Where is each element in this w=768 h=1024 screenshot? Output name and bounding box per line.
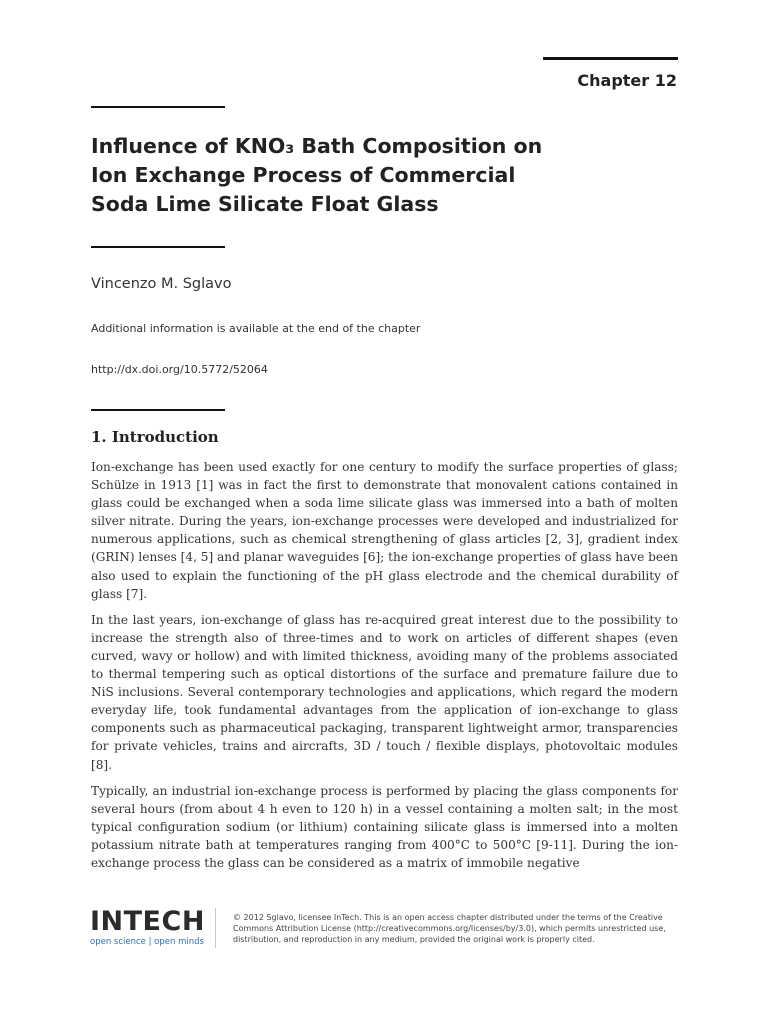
title-line: Ion Exchange Process of Commercial [91,163,516,187]
section-heading: 1. Introduction [91,428,219,446]
body-text [91,458,678,880]
section-rule [91,409,225,411]
footer-divider [215,908,216,948]
logo-wordmark: INTECH [90,906,205,937]
chapter-title [91,132,651,219]
chapter-rule [543,57,678,60]
chapter-label: Chapter 12 [577,71,677,90]
paragraph: In the last years, ion-exchange of glass has re-acquired great interest due to the possibility to increase the strength also of three-times and to work on articles of different shapes (even curved, wavy or hollow) and with limited thickness, avoiding many of the problems associated to thermal tempering such as optical distortions of the surface and premature failure due to NiS inclusions. Several contemporary technologies and applications, which regard the modern everyday life, took fundamental advantages from the application of ion-exchange to glass components such as pharmaceutical packaging, transparent lightweight armor, transparencies for private vehicles, trains and aircrafts, 3D / touch / flexible displays, photovoltaic modules [8]. [91,612,678,772]
logo-tagline: open science | open minds [90,937,204,947]
additional-info: Additional information is available at the end of the chapter [91,322,421,335]
paragraph: Typically, an industrial ion-exchange process is performed by placing the glass components for several hours (from about 4 h even to 120 h) in a vessel containing a molten salt; in the most typical configuration sodium (or lithium) containing silicate glass is immersed into a molten potassium nitrate bath at temperatures ranging from 400°C to 500°C [9-11]. During the ion-exchange process the glass can be considered as a matrix of immobile negative [91,783,678,870]
title-line: Influence of KNO₃ Bath Composition on [91,134,543,158]
intech-logo [90,908,205,947]
paragraph: Ion-exchange has been used exactly for one century to modify the surface properties of glass; Schülze in 1913 [1] was in fact the first to demonstrate that monovalent cations contained in glass could be exchanged when a soda lime silicate glass was immersed into a bath of molten silver nitrate. During the years, ion-exchange processes were developed and industrialized for numerous applications, such as chemical strengthening of glass articles [2, 3], gradient index (GRIN) lenses [4, 5] and planar waveguides [6]; the ion-exchange properties of glass have been also used to explain the functioning of the pH glass electrode and the chemical durability of glass [7]. [91,460,678,601]
doi-link[interactable]: http://dx.doi.org/10.5772/52064 [91,363,268,376]
license-notice: © 2012 Sglavo, licensee InTech. This is an open access chapter distributed under the terms of the Creative Commons Attribution License (http://creativecommons.org/licenses/by/3.0), which permits unrestricted use, distribution, and reproduction in any medium, provided the original work is properly cited. [233,913,666,944]
title-bottom-rule [91,246,225,248]
author-name: Vincenzo M. Sglavo [91,276,232,292]
title-line: Soda Lime Silicate Float Glass [91,192,439,216]
title-top-rule [91,106,225,108]
